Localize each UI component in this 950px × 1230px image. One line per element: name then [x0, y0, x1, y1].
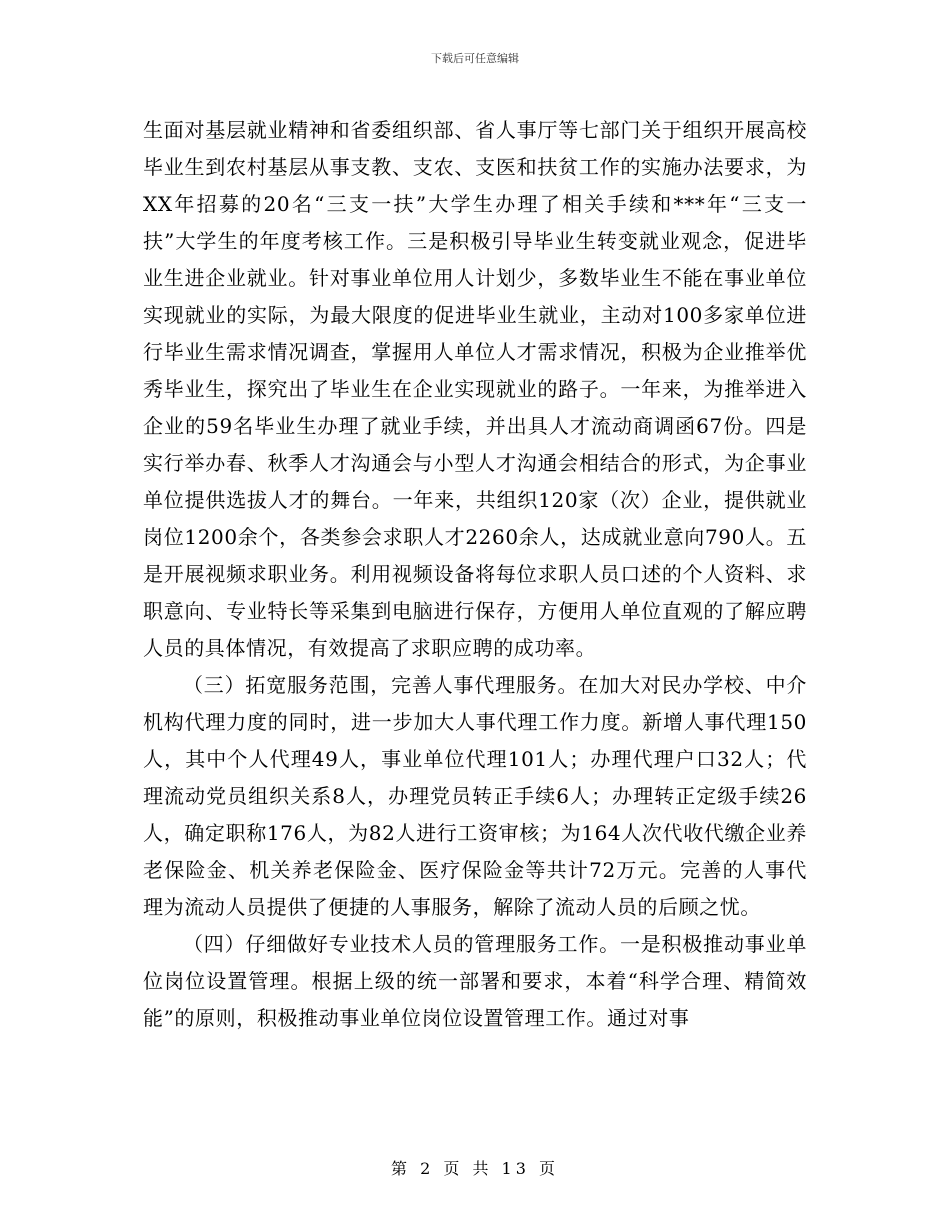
paragraph-personnel-agency: （三）拓宽服务范围，完善人事代理服务。在加大对民办学校、中介机构代理力度的同时，进一步加大人事代理工作力度。新增人事代理150人，其中个人代理49人，事业单位代理101人；办理代理户口32人；代理流动党员组织关系8人，办理党员转正手续6人；办理转正定级手续26人，确定职称176人，为82人进行工资审核；为164人次代收代缴企业养老保险金、机关养老保险金、医疗保险金等共计72万元。完善的人事代理为流动人员提供了便捷的人事服务，解除了流动人员的后顾之忧。 — [143, 673, 807, 919]
paragraph-technical-staff: （四）仔细做好专业技术人员的管理服务工作。一是积极推动事业单位岗位设置管理。根据上级的统一部署和要求，本着“科学合理、精简效能”的原则，积极推动事业单位岗位设置管理工作。通过对事 — [143, 932, 807, 1030]
page-footer: 第 2 页 共 13 页 — [391, 1159, 559, 1178]
paragraph-employment-services: 生面对基层就业精神和省委组织部、省人事厅等七部门关于组织开展高校毕业生到农村基层从事支教、支农、支医和扶贫工作的实施办法要求，为XX年招募的20名“三支一扶”大学生办理了相关手续和***年“三支一扶”大学生的年度考核工作。三是积极引导毕业生转变就业观念，促进毕业生进企业就业。针对事业单位用人计划少，多数毕业生不能在事业单位实现就业的实际，为最大限度的促进毕业生就业，主动对100多家单位进行毕业生需求情况调查，掌握用人单位人才需求情况，积极为企业推举优秀毕业生，探究出了毕业生在企业实现就业的路子。一年来，为推举进入企业的59名毕业生办理了就业手续，并出具人才流动商调函67份。四是实行举办春、秋季人才沟通会与小型人才沟通会相结合的形式，为企事业单位提供选拔人才的舞台。一年来，共组织120家（次）企业，提供就业岗位1200余个，各类参会求职人才2260余人，达成就业意向790人。五是开展视频求职业务。利用视频设备将每位求职人员口述的个人资料、求职意向、专业特长等采集到电脑进行保存，方便用人单位直观的了解应聘人员的具体情况，有效提高了求职应聘的成功率。 — [143, 118, 807, 660]
page-header: 下载后可任意编辑 — [431, 52, 519, 65]
document-body — [143, 112, 807, 1037]
